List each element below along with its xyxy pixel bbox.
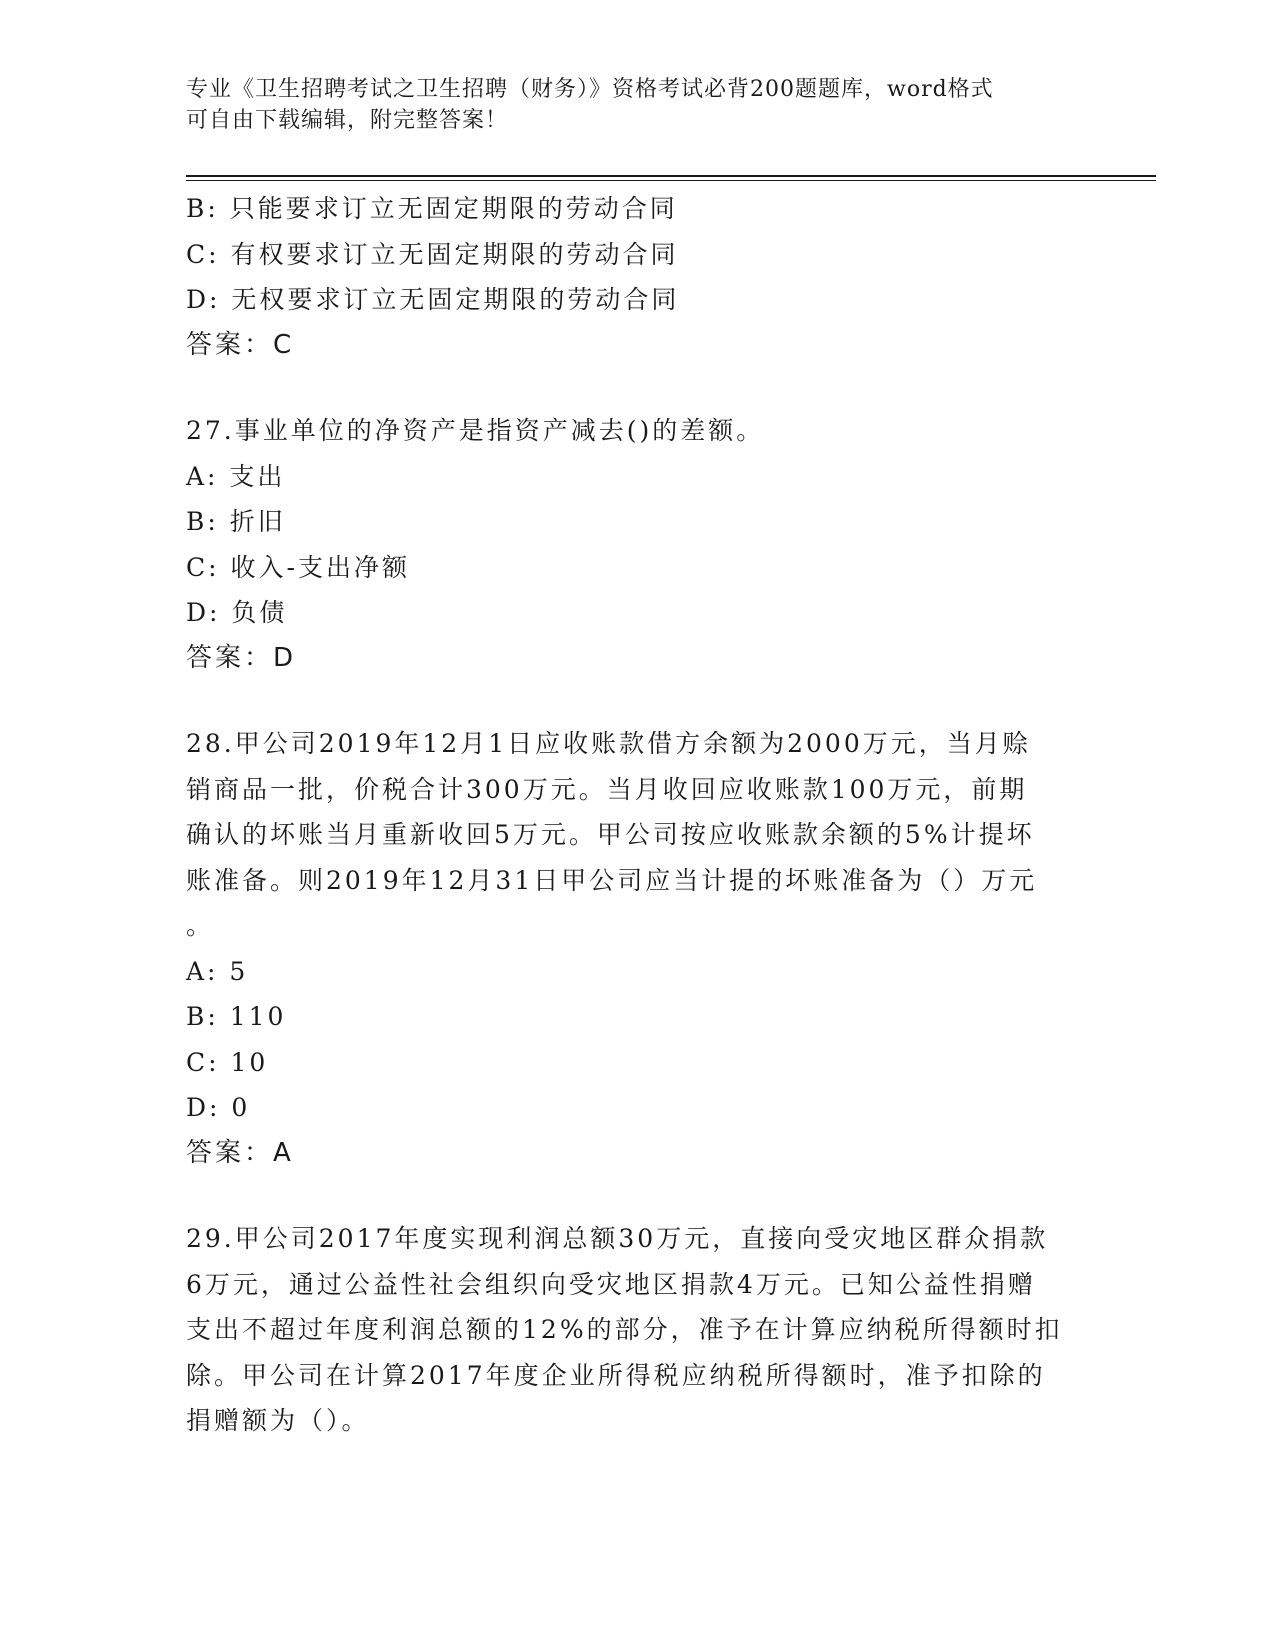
option-b: B: 折旧 [186, 507, 286, 536]
question-stem: 27.事业单位的净资产是指资产减去()的差额。 [186, 416, 765, 445]
question-stem-line: 确认的坏账当月重新收回5万元。甲公司按应收账款余额的5%计提坏 [186, 820, 1035, 849]
option-d: D: 负债 [186, 598, 288, 627]
option-d: D: 0 [186, 1093, 251, 1122]
question-stem-line: 支出不超过年度利润总额的12%的部分，准予在计算应纳税所得额时扣 [186, 1315, 1063, 1344]
spacer [186, 681, 1086, 721]
question-stem-line: 捐赠额为（）。 [186, 1406, 370, 1435]
option-a: A: 5 [186, 956, 249, 986]
option-a: A: 支出 [186, 461, 286, 491]
answer-line: 答案：C [186, 329, 295, 360]
header-line-2: 可自由下载编辑，附完整答案！ [186, 108, 509, 133]
question-26 [186, 186, 1086, 368]
question-stem-line: 6万元，通过公益性社会组织向受灾地区捐款4万元。已知公益性捐赠 [186, 1269, 1036, 1299]
option-b: B: 110 [186, 1002, 287, 1031]
question-28 [186, 721, 1086, 1176]
option-c: C: 收入-支出净额 [186, 552, 410, 582]
document-header [186, 74, 1066, 136]
question-stem-line: 销商品一批，价税合计300万元。当月收回应收账款100万元，前期 [186, 774, 1028, 804]
question-27 [186, 408, 1086, 681]
option-b: B: 只能要求订立无固定期限的劳动合同 [186, 194, 678, 223]
question-stem-line: 29.甲公司2017年度实现利润总额30万元，直接向受灾地区群众捐款 [186, 1224, 1049, 1253]
option-c: C: 有权要求订立无固定期限的劳动合同 [186, 239, 679, 269]
spacer [186, 1176, 1086, 1216]
header-line-1: 专业《卫生招聘考试之卫生招聘（财务）》资格考试必背200题题库，word格式 [186, 77, 994, 102]
question-29 [186, 1216, 1086, 1444]
question-stem-line: 除。甲公司在计算2017年度企业所得税应纳税所得额时，准予扣除的 [186, 1360, 1046, 1390]
answer-line: 答案：A [186, 1137, 294, 1168]
question-stem-line: 账准备。则2019年12月31日甲公司应当计提的坏账准备为（）万元 [186, 865, 1038, 895]
document-body [186, 186, 1086, 1444]
option-c: C: 10 [186, 1047, 269, 1077]
spacer [186, 368, 1086, 408]
answer-line: 答案：D [186, 642, 297, 673]
option-d: D: 无权要求订立无固定期限的劳动合同 [186, 285, 680, 314]
header-rule-thin [186, 180, 1156, 181]
question-stem-line: 。 [186, 911, 215, 940]
header-rule-thick [186, 175, 1156, 177]
question-stem-line: 28.甲公司2019年12月1日应收账款借方余额为2000万元，当月赊 [186, 729, 1031, 758]
